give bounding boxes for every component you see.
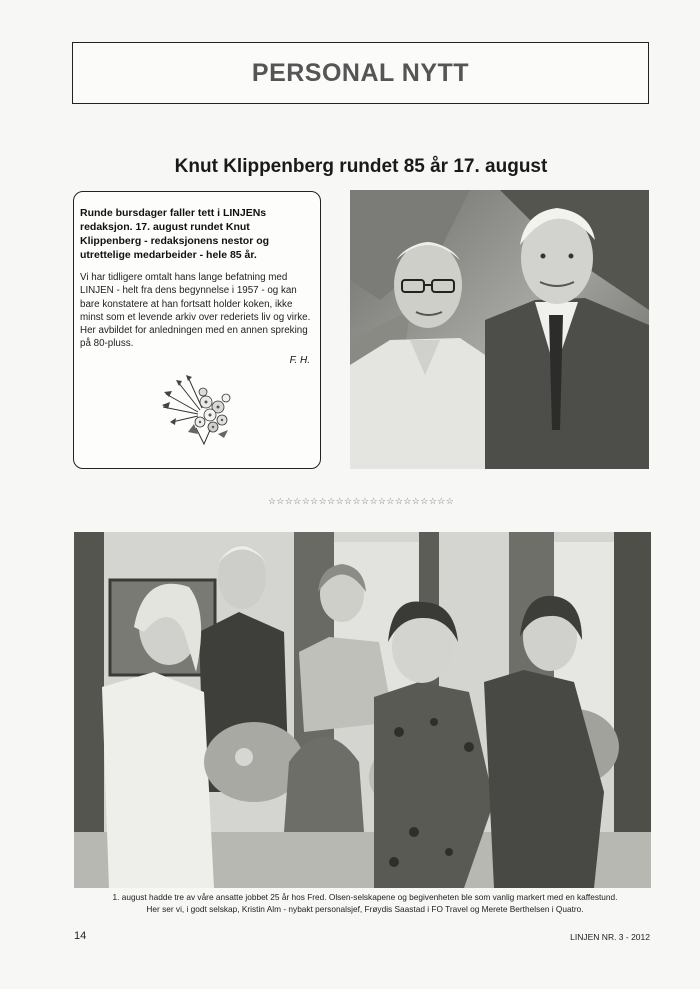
article-body: Vi har tidligere omtalt hans lange befatning med LINJEN - helt fra dens begynnelse i 1957 - og kan bare konstatere at han fortsatt holder koken, ikke minst som et levende arkiv over rederiets liv og virke. Her avbildet for anledningen med en annen spreking på 80-pluss.: [80, 272, 311, 350]
photo-caption-line-2: Her ser vi, i godt selskap, Kristin Alm - nybakt personalsjef, Frøydis Saastad i FO Travel og Merete Berthelsen i Quatro.: [146, 903, 584, 914]
portrait-photo-image: [350, 190, 649, 469]
article-text-box: [73, 191, 321, 469]
group-photo-image: [74, 532, 651, 888]
group-photo: [74, 532, 651, 888]
photo-caption: [70, 892, 660, 915]
page-number: 14: [74, 930, 87, 942]
photo-caption-line-1: 1. august hadde tre av våre ansatte jobbet 25 år hos Fred. Olsen-selskapene og begivenheten ble som vanlig markert med en kaffestund.: [112, 892, 618, 902]
portrait-photo: [350, 190, 649, 469]
flower-bouquet-icon: [158, 372, 238, 452]
article-signature: F. H.: [289, 354, 310, 366]
article-lead: Runde bursdager faller tett i LINJENs redaksjon. 17. august rundet Knut Klippenberg - redaksjonens nestor og utrettelige medarbeider - hele 85 år.: [80, 207, 270, 261]
issue-label: LINJEN NR. 3 - 2012: [570, 932, 650, 942]
article-title: Knut Klippenberg rundet 85 år 17. august: [174, 156, 548, 177]
section-header-box: [72, 42, 649, 104]
star-separator: ☆☆☆☆☆☆☆☆☆☆☆☆☆☆☆☆☆☆☆☆☆☆: [267, 496, 455, 506]
section-title: PERSONAL NYTT: [251, 58, 470, 87]
